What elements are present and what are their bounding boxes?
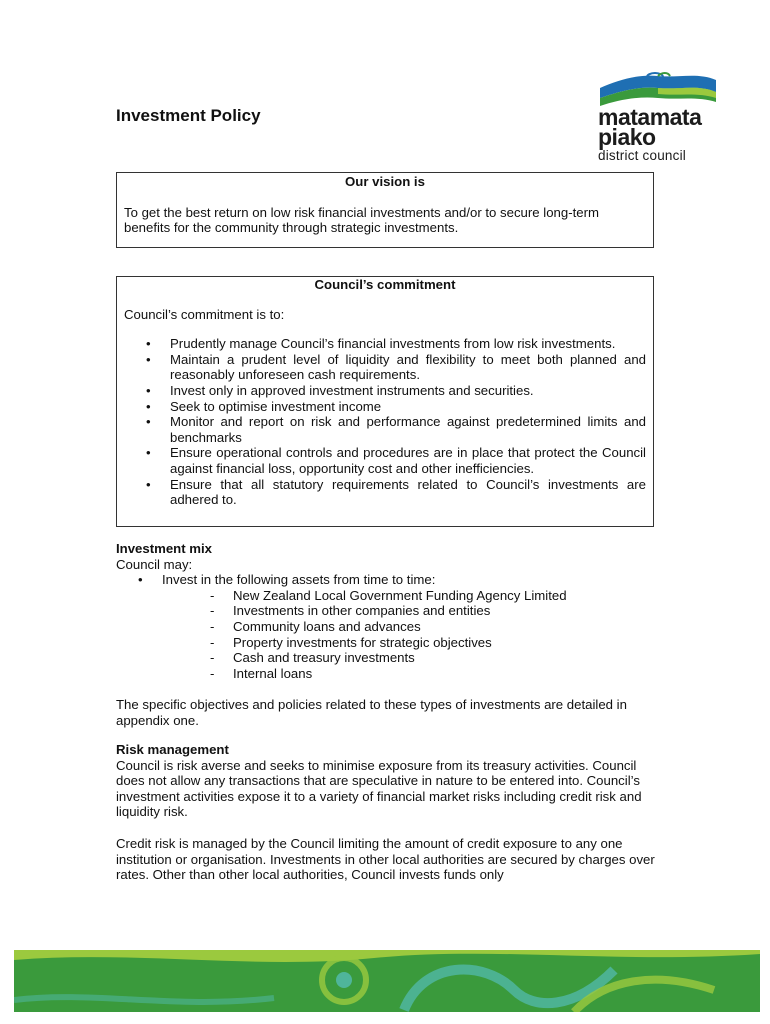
- list-item: - Internal loans: [210, 665, 313, 681]
- list-item: • Monitor and report on risk and performance against predetermined limits and benchmarks: [146, 414, 646, 445]
- logo-line-3: district council: [598, 148, 686, 163]
- vision-box: [116, 172, 654, 248]
- risk-management-heading: Risk management: [116, 742, 229, 757]
- list-item: • Seek to optimise investment income: [146, 398, 382, 414]
- specific-objectives-paragraph: [116, 697, 656, 728]
- credit-risk-text: Credit risk is managed by the Council limiting the amount of credit exposure to any one institution or organisation. Investments in other local authorities are secured by charges over rates. Other than other local authorities, Council invests funds only: [116, 836, 655, 883]
- credit-risk-paragraph: [116, 836, 656, 883]
- list-item: - New Zealand Local Government Funding Agency Limited: [210, 587, 567, 603]
- list-item: - Community loans and advances: [210, 618, 421, 634]
- commitment-box: [116, 276, 654, 527]
- vision-text: To get the best return on low risk financial investments and/or to secure long-term benefits for the community through strategic investments.: [124, 204, 599, 236]
- investment-mix-section: [116, 541, 656, 681]
- list-item: • Maintain a prudent level of liquidity and flexibility to meet both planned and reasonably unforeseen cash requirements.: [146, 351, 646, 383]
- list-item: • Ensure that all statutory requirements related to Council’s investments are adhered to.: [146, 476, 646, 508]
- specific-objectives-text: The specific objectives and policies related to these types of investments are detailed in appendix one.: [116, 697, 627, 728]
- list-item: - Investments in other companies and entities: [210, 603, 491, 619]
- page-title: Investment Policy: [116, 106, 261, 125]
- list-item: • Ensure operational controls and procedures are in place that protect the Council against financial loss, opportunity cost and other inefficiencies.: [146, 445, 646, 476]
- investment-mix-heading: Investment mix: [116, 541, 213, 556]
- list-item: • Prudently manage Council’s financial investments from low risk investments.: [146, 336, 616, 352]
- list-item: - Property investments for strategic objectives: [210, 634, 492, 650]
- list-item: - Cash and treasury investments: [210, 650, 415, 666]
- list-item: • Invest only in approved investment instruments and securities.: [146, 382, 534, 398]
- logo-line-1: matamata: [598, 104, 702, 130]
- commitment-intro: Council’s commitment is to:: [124, 306, 285, 322]
- council-logo: [598, 70, 728, 166]
- investment-mix-intro: Council may:: [116, 556, 193, 572]
- vision-heading: Our vision is: [345, 174, 425, 189]
- risk-management-section: [116, 742, 656, 820]
- list-item: • Invest in the following assets from time to time: - New Zealand Local Government Funding Agency Limited - Investments in other companies and entities - Community loans and advances - Property investments for strategic objectives - Cash and treasury investments - Internal loans: [116, 572, 656, 681]
- investment-mix-list: [116, 572, 656, 681]
- logo-line-2: piako: [598, 124, 656, 150]
- asset-sub-list: [162, 588, 656, 682]
- commitment-list: [124, 336, 646, 508]
- risk-management-text: Council is risk averse and seeks to minimise exposure from its treasury activities. Council does not allow any transactions that are speculative in nature to be entered into. Council’s investment activities expose it to a variety of financial market risks including credit risk and liquidity risk.: [116, 757, 642, 820]
- footer-banner: [14, 950, 760, 1012]
- commitment-heading: Council’s commitment: [314, 277, 456, 292]
